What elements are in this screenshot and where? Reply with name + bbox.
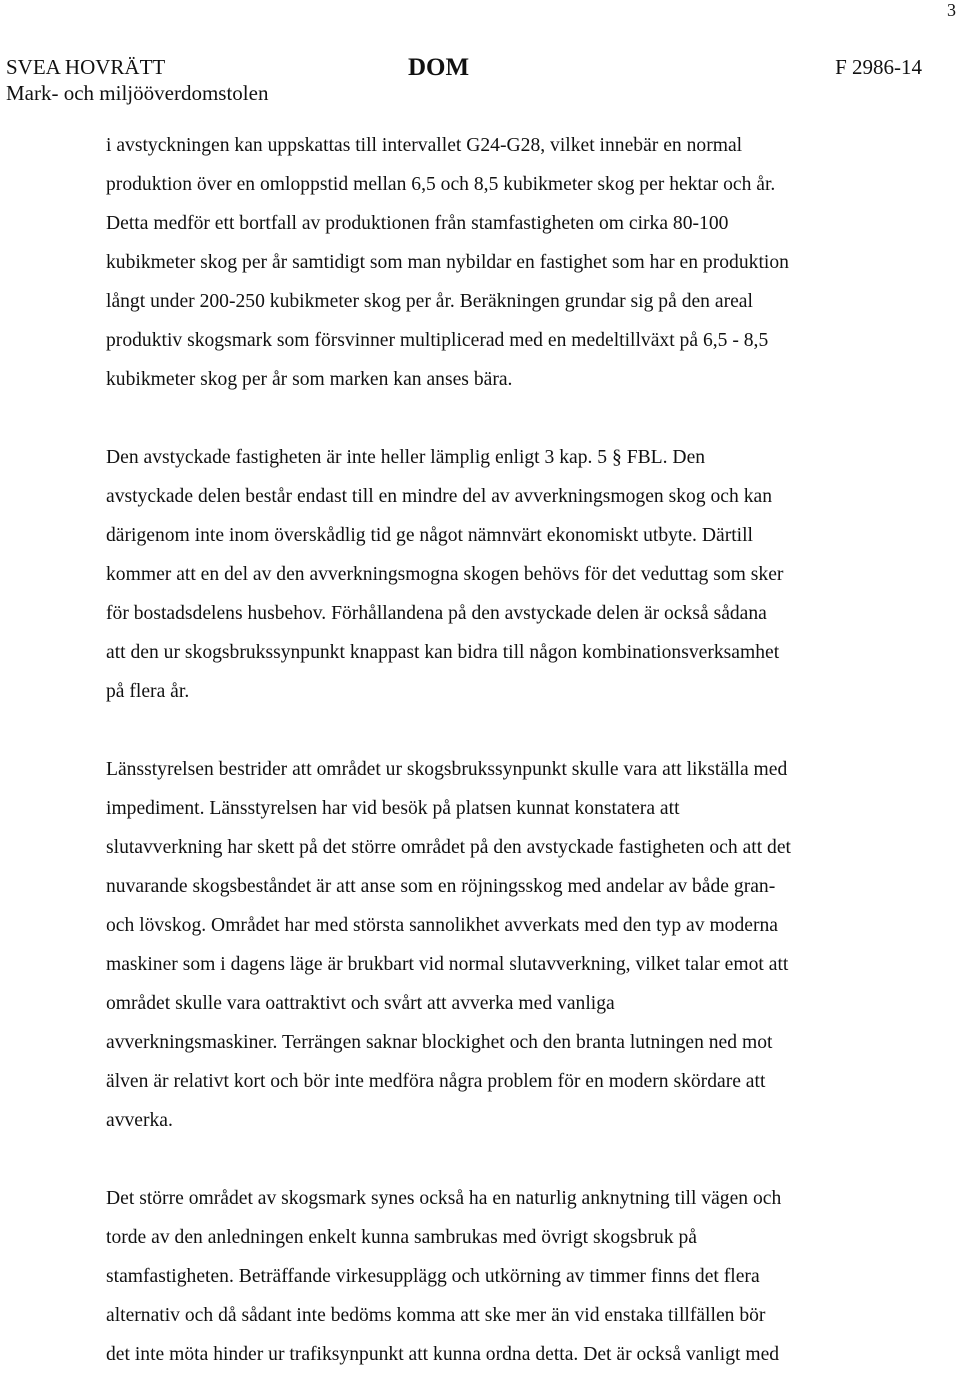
paragraph-2 — [106, 438, 906, 711]
text-line: att den ur skogsbrukssynpunkt knappast kan bidra till någon kombinationsverksamhet — [106, 642, 780, 663]
paragraph-4 — [106, 1179, 906, 1374]
text-line: älven är relativt kort och bör inte medföra några problem för en modern skördare att — [106, 1071, 766, 1092]
court-name: SVEA HOVRÄTT — [6, 55, 166, 79]
paragraph-1 — [106, 126, 906, 399]
document-body — [106, 126, 906, 1374]
text-line: produktiv skogsmark som försvinner multiplicerad med en medeltillväxt på 6,5 - 8,5 — [106, 330, 769, 351]
text-line: torde av den anledningen enkelt kunna sambrukas med övrigt skogsbruk på — [106, 1227, 697, 1248]
text-line: avverka. — [106, 1110, 173, 1131]
text-line: det inte möta hinder ur trafiksynpunkt att kunna ordna detta. Det är också vanligt med — [106, 1344, 780, 1365]
document-type: DOM — [408, 54, 470, 81]
text-line: Länsstyrelsen bestrider att området ur skogsbrukssynpunkt skulle vara att likställa med — [106, 759, 788, 780]
text-line: och lövskog. Området har med största sannolikhet avverkats med den typ av moderna — [106, 915, 778, 936]
text-line: kubikmeter skog per år som marken kan anses bära. — [106, 369, 513, 390]
text-line: maskiner som i dagens läge är brukbart vid normal slutavverkning, vilket talar emot att — [106, 954, 789, 975]
document-header — [0, 54, 960, 110]
text-line: på flera år. — [106, 681, 190, 702]
text-line: Den avstyckade fastigheten är inte heller lämplig enligt 3 kap. 5 § FBL. Den — [106, 447, 706, 468]
page-number: 3 — [947, 0, 956, 20]
text-line: produktion över en omloppstid mellan 6,5 och 8,5 kubikmeter skog per hektar och år. — [106, 174, 776, 195]
text-line: impediment. Länsstyrelsen har vid besök på platsen kunnat konstatera att — [106, 798, 680, 819]
text-line: i avstyckningen kan uppskattas till intervallet G24-G28, vilket innebär en normal — [106, 135, 743, 156]
text-line: därigenom inte inom överskådlig tid ge något nämnvärt ekonomiskt utbyte. Därtill — [106, 525, 754, 546]
text-line: för bostadsdelens husbehov. Förhållandena på den avstyckade delen är också sådana — [106, 603, 767, 624]
case-number: F 2986-14 — [835, 55, 922, 79]
text-line: långt under 200-250 kubikmeter skog per år. Beräkningen grundar sig på den areal — [106, 291, 753, 312]
text-line: Det större området av skogsmark synes också ha en naturlig anknytning till vägen och — [106, 1188, 782, 1209]
text-line: alternativ och då sådant inte bedöms komma att ske mer än vid enstaka tillfällen bör — [106, 1305, 766, 1326]
court-subdivision: Mark- och miljööverdomstolen — [6, 81, 269, 105]
text-line: nuvarande skogsbeståndet är att anse som en röjningsskog med andelar av både gran- — [106, 876, 776, 897]
text-line: stamfastigheten. Beträffande virkesupplägg och utkörning av timmer finns det flera — [106, 1266, 760, 1287]
text-line: avverkningsmaskiner. Terrängen saknar blockighet och den branta lutningen ned mot — [106, 1032, 773, 1053]
text-line: kommer att en del av den avverkningsmogna skogen behövs för det veduttag som sker — [106, 564, 784, 585]
text-line: avstyckade delen består endast till en mindre del av avverkningsmogen skog och kan — [106, 486, 772, 507]
text-line: området skulle vara oattraktivt och svårt att avverka med vanliga — [106, 993, 615, 1014]
text-line: slutavverkning har skett på det större området på den avstyckade fastigheten och att det — [106, 837, 791, 858]
text-line: Detta medför ett bortfall av produktionen från stamfastigheten om cirka 80-100 — [106, 213, 729, 234]
paragraph-3 — [106, 750, 906, 1140]
text-line: kubikmeter skog per år samtidigt som man nybildar en fastighet som har en produktion — [106, 252, 789, 273]
